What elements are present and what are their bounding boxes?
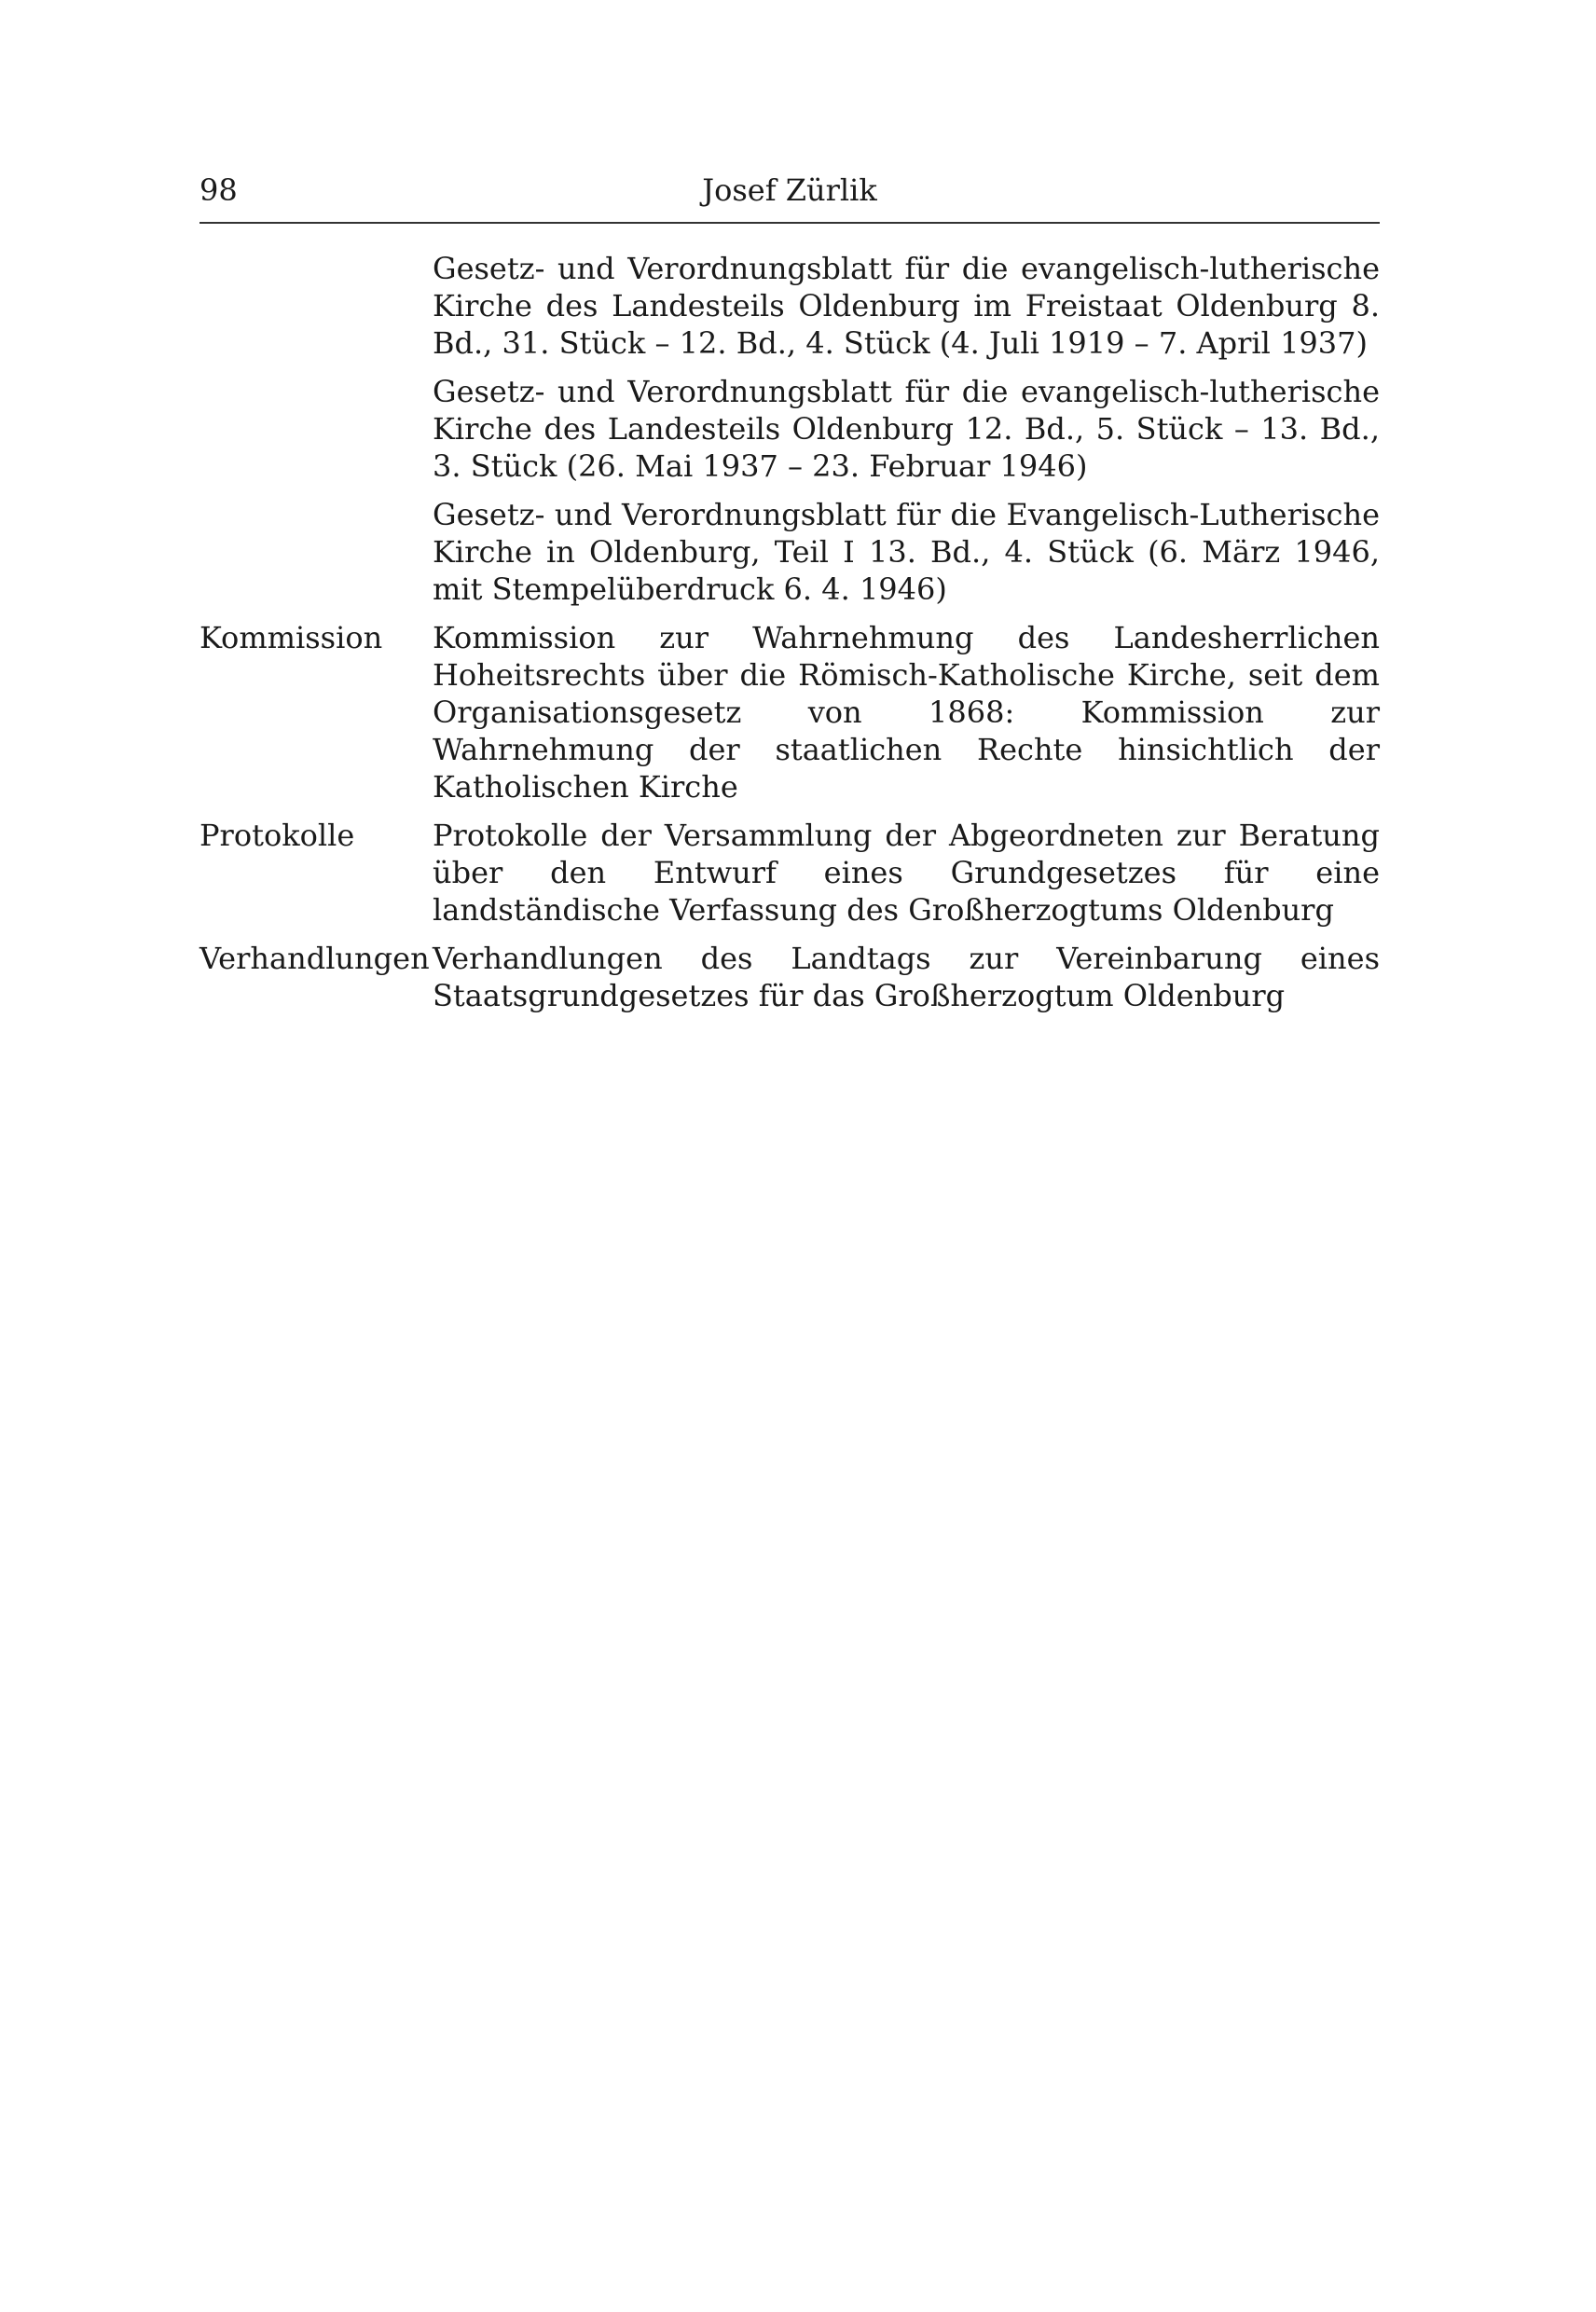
list-item — [200, 940, 1380, 1014]
running-head: Josef Zürlik — [702, 172, 877, 208]
entry-paragraph: Verhandlungen des Landtags zur Vereinbarung eines Staatsgrundgesetzes für das Großherzogtum Oldenburg — [433, 941, 1380, 1013]
header-rule — [200, 222, 1380, 224]
list-item — [200, 817, 1380, 929]
entry-paragraph: Gesetz- und Verordnungsblatt für die evangelisch-lutherische Kirche des Landesteils Oldenburg im Freistaat Oldenburg 8. Bd., 31. Stück – 12. Bd., 4. Stück (4. Juli 1919 – 7. April 1937) — [433, 251, 1380, 361]
entry-key — [200, 250, 433, 608]
list-item — [200, 250, 1380, 608]
page-header — [200, 164, 1380, 220]
entry-body — [433, 619, 1380, 805]
entry-paragraph: Gesetz- und Verordnungsblatt für die evangelisch-lutherische Kirche des Landesteils Oldenburg 12. Bd., 5. Stück – 13. Bd., 3. Stück (26. Mai 1937 – 23. Februar 1946) — [433, 374, 1380, 484]
entry-key: Kommission — [200, 620, 383, 655]
abbreviation-list — [200, 250, 1380, 1025]
list-item — [200, 619, 1380, 805]
entry-key: Protokolle — [200, 818, 355, 853]
entry-paragraph: Gesetz- und Verordnungsblatt für die Evangelisch-Lutherische Kirche in Oldenburg, Teil I 13. Bd., 4. Stück (6. März 1946, mit Stempelüberdruck 6. 4. 1946) — [433, 497, 1380, 607]
entry-paragraph: Kommission zur Wahrnehmung des Landesherrlichen Hoheitsrechts über die Römisch-Katholische Kirche, seit dem Organisationsgesetz von 1868: Kommission zur Wahrnehmung der staatlichen Rechte hinsichtlich der Katholischen Kirche — [433, 620, 1380, 805]
entry-body — [433, 817, 1380, 929]
page-number: 98 — [200, 172, 238, 208]
entry-body — [433, 250, 1380, 608]
entry-body — [433, 940, 1380, 1014]
entry-paragraph: Protokolle der Versammlung der Abgeordneten zur Beratung über den Entwurf eines Grundgesetzes für eine landständische Verfassung des Großherzogtums Oldenburg — [433, 818, 1380, 928]
entry-key: Verhandlungen — [200, 941, 430, 976]
